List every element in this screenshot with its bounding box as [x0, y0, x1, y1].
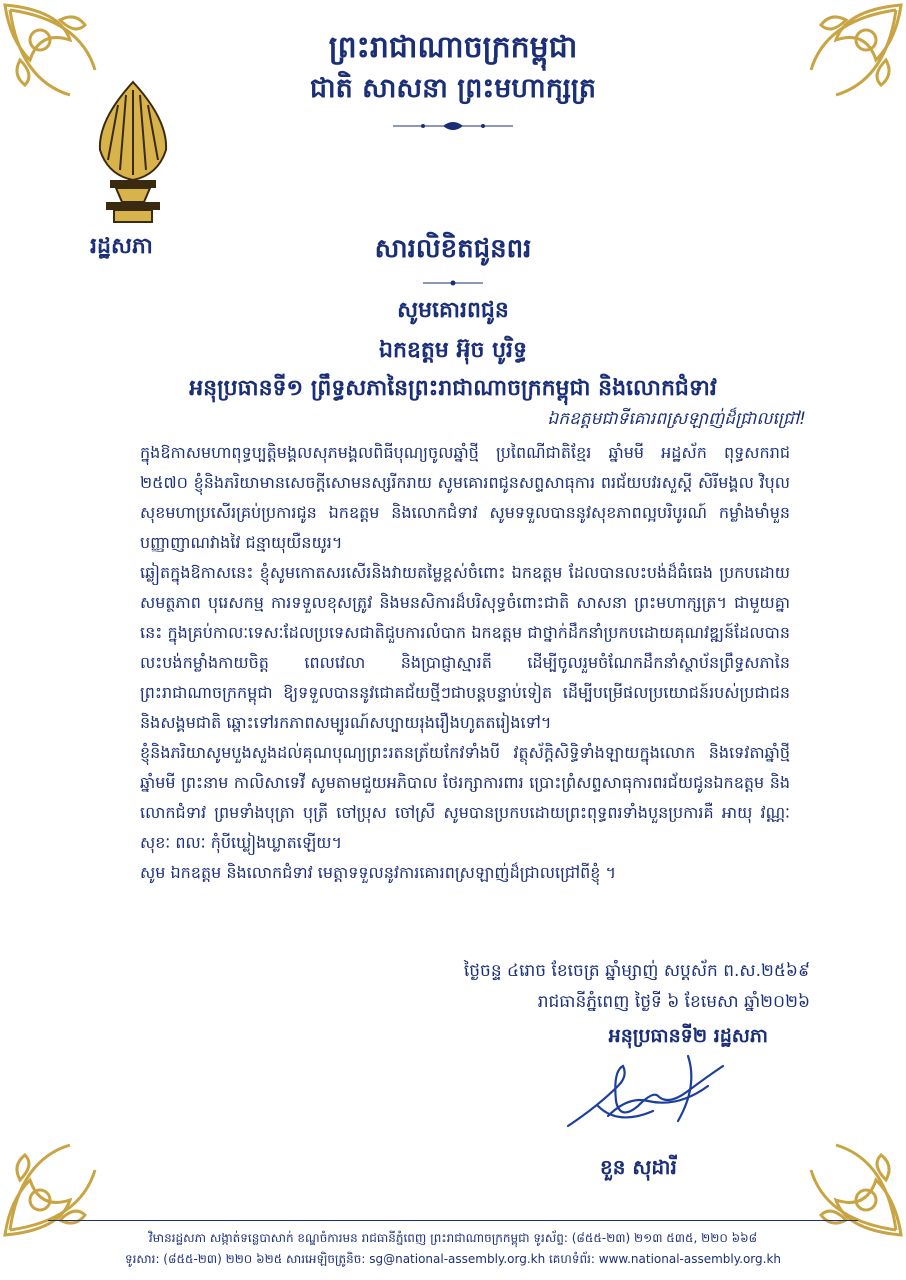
body-paragraph: ឆ្លៀតក្នុងឱកាសនេះ ខ្ញុំសូមកោតសរសើរនិងវាយតម្លៃខ្ពស់ចំពោះ ឯកឧត្តម ដែលបានលះបង់ដ៏ធំធេង ប្រកបដោយសមត្ថភាព បុរេសកម្ម ការទទួលខុសត្រូវ និងមនសិការដ៏បរិសុទ្ធចំពោះជាតិ សាសនា ព្រះមហាក្សត្រ។ ជាមួយគ្នានេះ ក្នុងគ្រប់កាលៈទេសៈដែលប្រទេសជាតិជួបការលំបាក ឯកឧត្តម ជាថ្នាក់ដឹកនាំប្រកបដោយគុណវឌ្ឍន៍ដែលបានលះបង់កម្លាំងកាយចិត្ត ពេលវេលា និងប្រាជ្ញាស្មារតី ដើម្បីចូលរួមចំណែកដឹកនាំស្ថាប័នព្រឹទ្ធសភានៃព្រះរាជាណាចក្រកម្ពុជា ឱ្យទទួលបាននូវជោគជ័យថ្មីៗជាបន្តបន្ទាប់ទៀត ដើម្បីបម្រើផលប្រយោជន៍របស់ប្រជាជន និងសង្គមជាតិ ឆ្ពោះទៅរកភាពសម្បូរណ៍សប្បាយរុងរឿងហូតតរៀងទៅ។ [140, 563, 790, 732]
divider-ornament-icon [423, 278, 483, 288]
footer-rule [48, 1220, 858, 1221]
signatory-title: អនុប្រធានទី២ រដ្ឋសភា [608, 1025, 768, 1047]
recipient-greeting: សូមគោរពជូន [397, 297, 509, 323]
national-motto: ជាតិ សាសនា ព្រះមហាក្សត្រ [309, 73, 597, 104]
assembly-emblem-icon [88, 80, 178, 225]
solar-date: រាជធានីភ្នំពេញ ថ្ងៃទី ៦ ខែមេសា ឆ្នាំ២០២៦ [537, 992, 810, 1012]
letter-title: សារលិខិតជូនពរ [374, 234, 532, 264]
body-paragraph: ខ្ញុំនិងភរិយាសូមបួងសួងដល់គុណបុណ្យព្រះរតនត្រ័យកែវទាំងបី វត្ថុស័ក្តិសិទ្ធិទាំងឡាយក្នុងលោក និងទេវតាឆ្នាំថ្មី ឆ្នាំមមី ព្រះនាម កាលិសាទេវី សូមតាមជួយអភិបាល ថែរក្សាការពារ ប្រោះព្រំសព្ទសាធុការពរជ័យជូនឯកឧត្តម និងលោកជំទាវ ព្រមទាំងបុត្រា បុត្រី ចៅប្រុស ចៅស្រី សូមបានប្រកបដោយព្រះពុទ្ធពរទាំងបួនប្រការគឺ អាយុ វណ្ណៈ សុខៈ ពលៈ កុំបីឃ្លៀងឃ្លាតឡើយ។ [140, 743, 790, 852]
divider-ornament-icon [393, 118, 513, 134]
salutation-note: ឯកឧត្តមជាទីគោរពស្រឡាញ់ដ៏ជ្រាលជ្រៅ! [547, 409, 806, 429]
handwritten-signature-icon [558, 1046, 758, 1146]
body-paragraph: សូម ឯកឧត្តម និងលោកជំទាវ មេត្តាទទួលនូវការគោរពស្រឡាញ់ដ៏ជ្រាលជ្រៅពីខ្ញុំ ។ [140, 863, 617, 882]
footer-contact: ទូរសារ: (៨៥៥-២៣) ២២០ ៦២៥ សារអេឡិចត្រូនិច: sg@national-assembly.org.kh គេហទំព័រ: www.national-assembly.org.kh [124, 1252, 782, 1266]
institution-name: រដ្ឋសភា [90, 233, 153, 259]
body-paragraph: ក្នុងឱកាសមហាពុទ្ធប្បត្តិមង្គលសុភមង្គលពិធីបុណ្យចូលឆ្នាំថ្មី ប្រពៃណីជាតិខ្មែរ ឆ្នាំមមី អដ្ឋស័ក ពុទ្ធសករាជ ២៥៧០ ខ្ញុំនិងភរិយាមានសេចក្តីសោមនស្សរីករាយ សូមគោរពជូនសព្ទសាធុការ ពរជ័យបវរសួស្តី សិរីមង្គល វិបុលសុខមហាប្រសើរគ្រប់ប្រការជូន ឯកឧត្តម និងលោកជំទាវ សូមទទួលបាននូវសុខភាពល្អបរិបូរណ៍ កម្លាំងមាំមួន បញ្ញាញាណវាងវៃ ជន្មាយុយឺនយូរ។ [140, 443, 790, 552]
recipient-title: អនុប្រធានទី១ ព្រឹទ្ធសភានៃព្រះរាជាណាចក្រកម្ពុជា និងលោកជំទាវ [189, 375, 717, 401]
kingdom-header: ព្រះរាជាណាចក្រកម្ពុជា [328, 30, 578, 65]
recipient-name: ឯកឧត្តម អ៊ុច បូរិទ្ធ [379, 337, 527, 363]
corner-ornament-icon [756, 1090, 906, 1240]
letter-body [140, 438, 790, 888]
corner-ornament-icon [0, 1090, 150, 1240]
footer-address: វិមានរដ្ឋសភា សង្កាត់ទន្លេបាសាក់ ខណ្ឌចំការមន រាជធានីភ្នំពេញ ព្រះរាជាណាចក្រកម្ពុជា ទូរស័ព្ទ: (៨៥៥-២៣) ២១៣ ៥៣៥, ២២០ ៦៦៨ [148, 1231, 758, 1245]
lunar-date: ថ្ងៃចន្ទ ៤រោច ខែចេត្រ ឆ្នាំម្សាញ់ សប្តស័ក ព.ស.២៥៦៩ [463, 961, 810, 981]
signatory-name: ខួន សុដារី [600, 1155, 677, 1179]
